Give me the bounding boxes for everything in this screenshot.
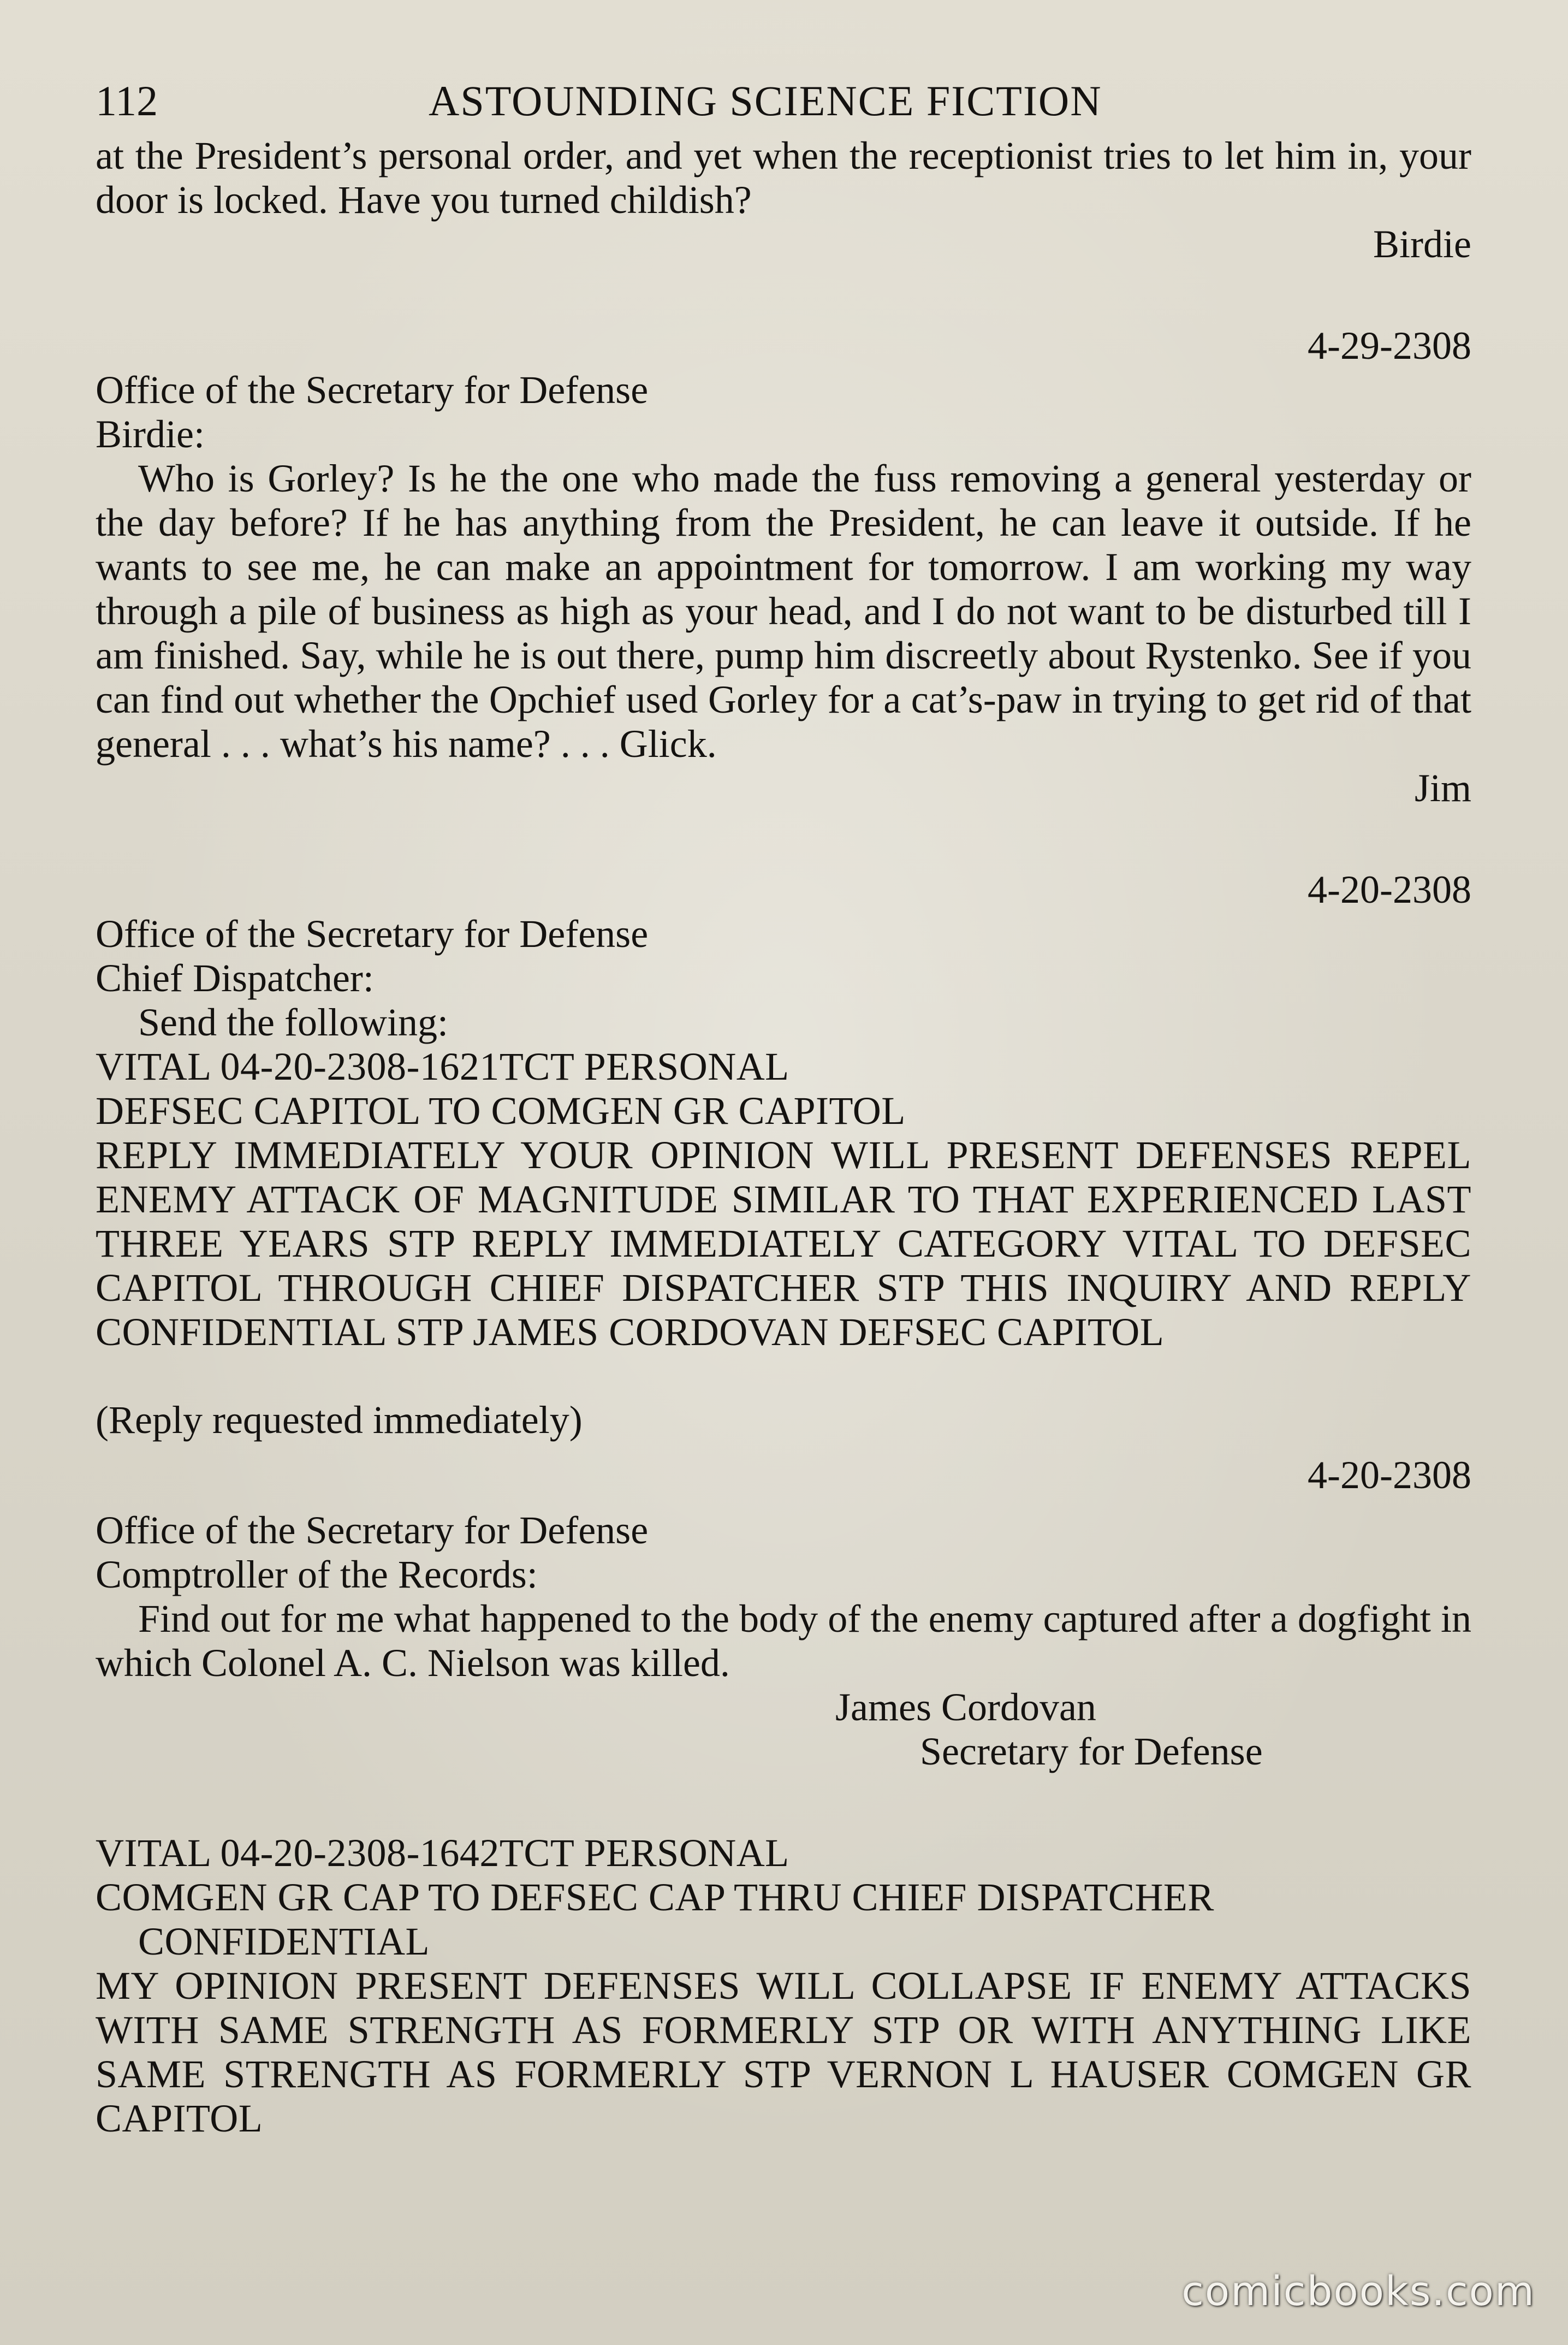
memo1-body: Who is Gorley? Is he the one who made the fuss removing a general yesterday or the day before? If he has anything from the President, he can leave it outside. If he wants to see me, he can make an appointment for tomorrow. I am working my way through a pile of business as high as your head, and I do not want to be disturbed till I am finished. Say, while he is out there, pump him discreetly about Rystenko. See if you can find out whether the Opchief used Gorley for a cat’s-paw in trying to get rid of that general . . . what’s his name? . . . Glick. <box>96 457 1471 766</box>
memo0-signature: Birdie <box>1373 222 1471 266</box>
memo2-cable-body: REPLY IMMEDIATELY YOUR OPINION WILL PRESENT DEFENSES REPEL ENEMY ATTACK OF MAGNITUDE SIMILAR TO THAT EXPERIENCED LAST THREE YEARS STP REPLY IMMEDIATELY CATEGORY VITAL TO DEFSEC CAPITOL THROUGH CHIEF DISPATCHER STP THIS INQUIRY AND REPLY CONFIDENTIAL STP JAMES CORDOVAN DEFSEC CAPITOL <box>96 1133 1471 1354</box>
memo4-body: MY OPINION PRESENT DEFENSES WILL COLLAPSE IF ENEMY ATTACKS WITH SAME STRENGTH AS FORMERLY STP OR WITH ANYTHING LIKE SAME STRENGTH AS FORMERLY STP VERNON L HAUSER COMGEN GR CAPITOL <box>96 1964 1471 2140</box>
memo1-addressee: Birdie: <box>96 412 205 456</box>
memo1-date: 4-29-2308 <box>1308 324 1471 368</box>
memo4-line: VITAL 04-20-2308-1642TCT PERSONAL <box>96 1831 789 1875</box>
memo1-signature: Jim <box>1414 766 1471 810</box>
watermark-logo: comicbooks.com <box>1181 2268 1535 2315</box>
running-title: ASTOUNDING SCIENCE FICTION <box>429 77 1102 125</box>
memo3-date: 4-20-2308 <box>1308 1453 1471 1497</box>
memo2-note: (Reply requested immediately) <box>96 1398 583 1442</box>
memo3-signature-title: Secretary for Defense <box>920 1730 1263 1773</box>
memo3-office: Office of the Secretary for Defense <box>96 1508 649 1552</box>
memo2-office: Office of the Secretary for Defense <box>96 912 649 956</box>
page-number: 112 <box>96 77 158 125</box>
page-header <box>96 74 1471 134</box>
memo4-line: CONFIDENTIAL <box>138 1920 430 1963</box>
memo3-signature-name: James Cordovan <box>835 1685 1096 1729</box>
memo2-cable-line: DEFSEC CAPITOL TO COMGEN GR CAPITOL <box>96 1089 906 1133</box>
memo0-body: at the President’s personal order, and yet when the receptionist tries to let him in, your door is locked. Have you turned childish? <box>96 134 1471 222</box>
memo3-body: Find out for me what happened to the body of the enemy captured after a dogfight in which Colonel A. C. Nielson was killed. <box>96 1597 1471 1685</box>
memo4-line: COMGEN GR CAP TO DEFSEC CAP THRU CHIEF DISPATCHER <box>96 1875 1214 1919</box>
memo2-cable-line: VITAL 04-20-2308-1621TCT PERSONAL <box>96 1045 789 1088</box>
memo1-office: Office of the Secretary for Defense <box>96 368 649 412</box>
memo2-date: 4-20-2308 <box>1308 868 1471 911</box>
memo2-instruction: Send the following: <box>138 1000 448 1044</box>
memo3-addressee: Comptroller of the Records: <box>96 1553 538 1596</box>
text-column <box>96 74 1471 2141</box>
memo2-addressee: Chief Dispatcher: <box>96 956 374 1000</box>
